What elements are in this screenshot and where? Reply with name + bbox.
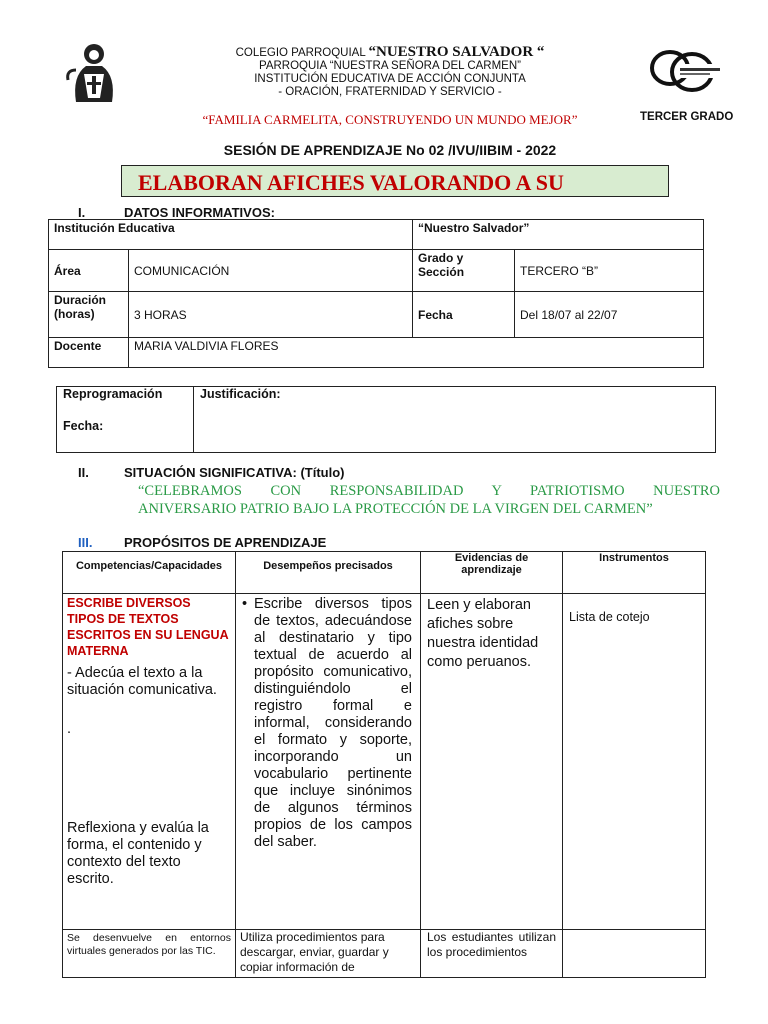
situacion-text-line1: “CELEBRAMOS CON RESPONSABILIDAD Y PATRIOTISMO NUESTRO — [138, 483, 720, 499]
area-value: COMUNICACIÓN — [129, 250, 413, 292]
fecha-label: Fecha — [413, 292, 515, 338]
area-label: Área — [49, 250, 129, 292]
section-3-title: PROPÓSITOS DE APRENDIZAJE — [124, 535, 327, 550]
docente-value: MARIA VALDIVIA FLORES — [129, 338, 704, 368]
section-1-heading — [78, 205, 275, 220]
institucion-label: Institución Educativa — [49, 220, 413, 250]
school-header — [150, 46, 630, 99]
propositos-header-row — [63, 552, 706, 594]
header-evidencias: Evidencias de aprendizaje — [421, 552, 563, 594]
capacidad-dot: . — [67, 721, 72, 737]
datos-row-area — [49, 250, 704, 292]
instrumento-tic — [563, 930, 706, 978]
banner-text: ELABORAN AFICHES VALORANDO A SU — [138, 170, 564, 195]
capacidad-reflexiona: Reflexiona y evalúa la forma, el contenido y contexto del texto escrito. — [67, 820, 209, 887]
evidencia-text: Leen y elaboran afiches sobre nuestra identidad como peruanos. — [427, 597, 539, 670]
duracion-value: 3 HORAS — [129, 292, 413, 338]
section-1-title: DATOS INFORMATIVOS: — [124, 205, 275, 220]
instrumento-cell — [563, 594, 706, 930]
desempeno-text: Escribe diversos tipos de textos, adecuándose al destinatario y tipo textual de acuerdo al propósito comunicativo, distinguiéndolo el registro formal e informal, considerando el formato y soporte, incorporando un vocabulario pertinente que incluye sinónimos de algunos términos propios de los campos del saber. — [254, 596, 412, 850]
grado-value: TERCERO “B” — [515, 250, 704, 292]
section-1-number: I. — [78, 205, 86, 220]
reprogramacion-row — [57, 387, 716, 453]
section-2-heading — [78, 465, 345, 480]
competencia-tic: Se desenvuelve en entornos virtuales generados por las TIC. — [63, 930, 236, 978]
header-competencias: Competencias/Capacidades — [63, 552, 236, 594]
header-line1-prefix: COLEGIO PARROQUIAL — [235, 47, 366, 59]
header-instrumentos: Instrumentos — [563, 552, 706, 594]
header-line3: INSTITUCIÓN EDUCATIVA DE ACCIÓN CONJUNTA — [254, 73, 526, 85]
desempeno-cell — [236, 594, 421, 930]
session-title: SESIÓN DE APRENDIZAJE No 02 /IVU/IIBIM - 2022 — [223, 142, 557, 158]
docente-label: Docente — [49, 338, 129, 368]
section-3-heading — [78, 535, 326, 550]
header-school-name: “NUESTRO SALVADOR “ — [368, 44, 545, 60]
header-desempenos: Desempeños precisados — [236, 552, 421, 594]
capacidad-adecua: - Adecúa el texto a la situación comunicativa. — [67, 665, 217, 698]
school-logo-right — [648, 42, 728, 102]
competencia-cell — [63, 594, 236, 930]
propositos-row-1 — [63, 594, 706, 930]
section-2-title: SITUACIÓN SIGNIFICATIVA: (Título) — [124, 465, 345, 480]
section-2-number: II. — [78, 465, 89, 480]
bullet-icon: • — [242, 596, 248, 612]
datos-row-docente — [49, 338, 704, 368]
datos-row-duracion — [49, 292, 704, 338]
reprogramacion-label: Reprogramación — [63, 387, 163, 401]
grado-label: Grado y Sección — [413, 250, 515, 292]
instrumento-text: Lista de cotejo — [569, 610, 650, 624]
section-3-number: III. — [78, 535, 93, 550]
evidencia-tic: Los estudiantes utilizan los procedimientos — [421, 930, 563, 978]
repro-fecha-label: Fecha: — [63, 419, 104, 433]
reprogramacion-cell — [57, 387, 194, 453]
datos-table — [48, 219, 704, 368]
session-banner — [121, 165, 669, 197]
fecha-value: Del 18/07 al 22/07 — [515, 292, 704, 338]
school-logo-left — [62, 40, 126, 104]
evidencia-cell — [421, 594, 563, 930]
duracion-label: Duración (horas) — [49, 292, 129, 338]
reprogramacion-table — [56, 386, 716, 453]
desempeno-tic: Utiliza procedimientos para descargar, enviar, guardar y copiar información de — [236, 930, 421, 978]
institucion-value: “Nuestro Salvador” — [413, 220, 704, 250]
propositos-row-2 — [63, 930, 706, 978]
situacion-text-line2: ANIVERSARIO PATRIO BAJO LA PROTECCIÓN DE LA VIRGEN DEL CARMEN” — [138, 501, 653, 517]
competencia-title: ESCRIBE DIVERSOS TIPOS DE TEXTOS ESCRITOS EN SU LENGUA MATERNA — [67, 596, 229, 658]
grade-label: TERCER GRADO — [640, 111, 734, 123]
justificacion-label: Justificación: — [194, 387, 716, 453]
datos-row-institucion — [49, 220, 704, 250]
header-line2: PARROQUIA “NUESTRA SEÑORA DEL CARMEN” — [259, 60, 521, 72]
propositos-table — [62, 551, 706, 978]
header-line4: - ORACIÓN, FRATERNIDAD Y SERVICIO - — [278, 86, 502, 98]
school-motto: “FAMILIA CARMELITA, CONSTRUYENDO UN MUNDO MEJOR” — [202, 112, 578, 127]
